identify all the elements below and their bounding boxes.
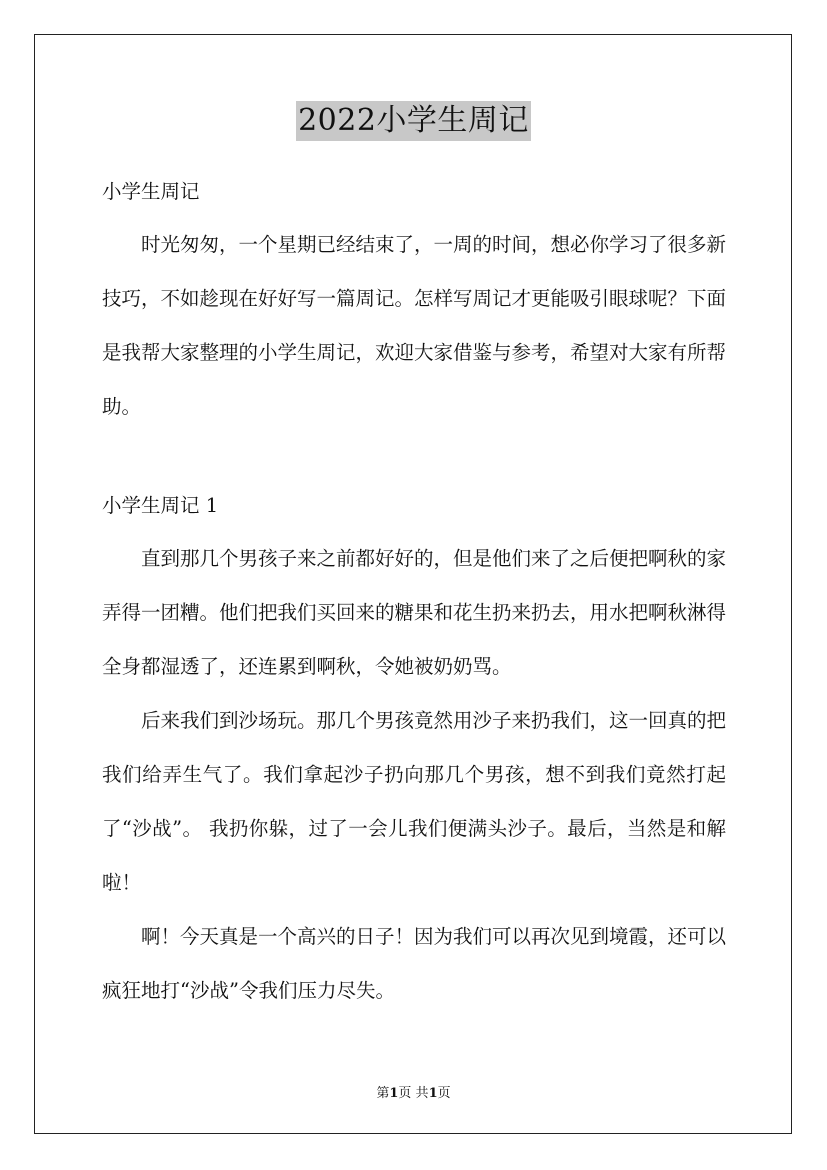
title-container [0,101,827,141]
entry-heading: 小学生周记 1 [102,494,219,517]
page-footer [0,1082,827,1101]
document-body [102,172,726,1018]
intro-paragraph: 时光匆匆，一个星期已经结束了，一周的时间，想必你学习了很多新技巧，不如趁现在好好写一篇周记。怎样写周记才更能吸引眼球呢？下面是我帮大家整理的小学生周记，欢迎大家借鉴与参考，希望对大家有所帮助。 [102,233,727,418]
footer-suffix: 页 [437,1086,451,1101]
section-spacer [102,434,726,486]
document-title: 2022小学生周记 [296,101,531,141]
footer-mid: 页 共 [398,1086,429,1101]
footer-page-current: 1 [389,1086,399,1101]
section-heading: 小学生周记 [102,180,200,203]
footer-prefix: 第 [376,1086,390,1101]
entry-paragraph-2: 后来我们到沙场玩。那几个男孩竟然用沙子来扔我们，这一回真的把我们给弄生气了。我们拿起沙子扔向那几个男孩，想不到我们竟然打起了“沙战”。 我扔你躲，过了一会儿我们便满头沙子。最后，当然是和解啦！ [102,709,727,894]
footer-page-total: 1 [428,1086,438,1101]
entry-paragraph-3: 啊！今天真是一个高兴的日子！因为我们可以再次见到境霞，还可以疯狂地打“沙战”令我们压力尽失。 [102,925,727,1002]
entry-paragraph-1: 直到那几个男孩子来之前都好好的，但是他们来了之后便把啊秋的家弄得一团糟。他们把我们买回来的糖果和花生扔来扔去，用水把啊秋淋得全身都湿透了，还连累到啊秋，令她被奶奶骂。 [102,547,727,678]
